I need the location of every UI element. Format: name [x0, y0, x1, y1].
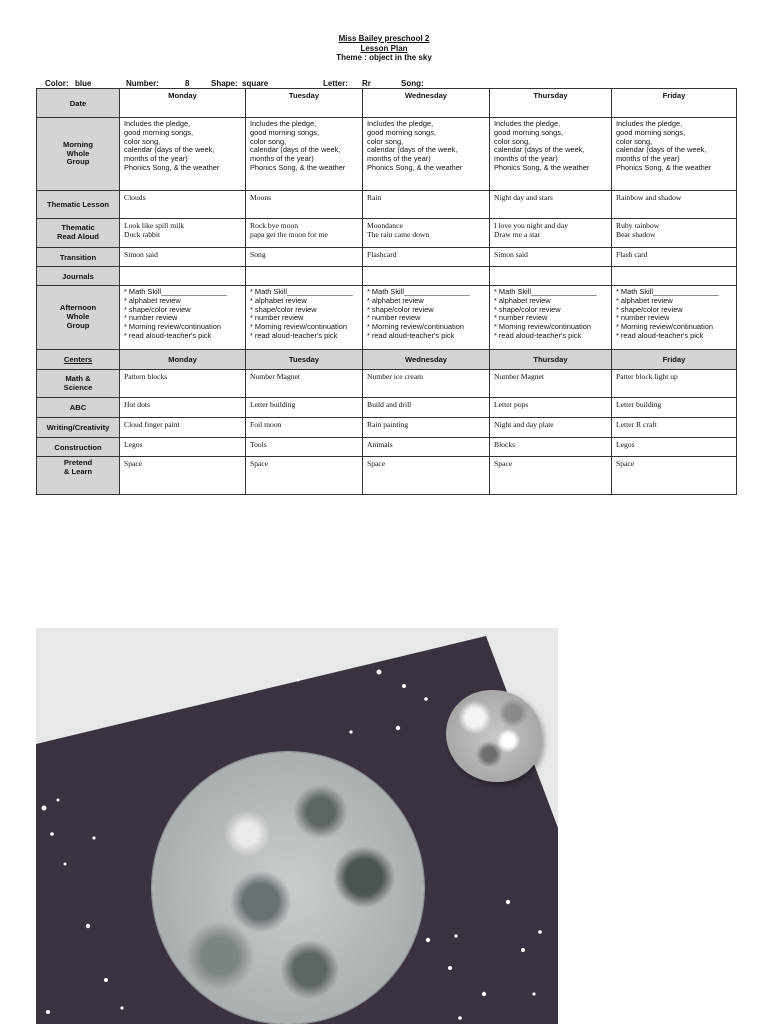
- read-aloud-cell: Moondance The rain came down: [363, 219, 490, 248]
- day-header: Friday: [612, 89, 737, 118]
- pretend-learn-label: Pretend & Learn: [37, 457, 120, 495]
- morning-row: [37, 118, 737, 191]
- painted-moon-circle: [152, 752, 424, 1024]
- transition-label: Transition: [37, 248, 120, 267]
- foil-moon-craft-photo: [36, 628, 558, 1024]
- pretend-learn-cell: Space: [490, 457, 612, 495]
- afternoon-cell: * Math Skill________________ * alphabet review * shape/color review * number review * Morning review/continuation * read aloud-teacher's pick: [363, 286, 490, 350]
- centers-day-header: Wednesday: [363, 350, 490, 370]
- thematic-lesson-row: [37, 191, 737, 219]
- day-header: Tuesday: [246, 89, 363, 118]
- construction-cell: Blocks: [490, 438, 612, 457]
- math-science-label: Math & Science: [37, 370, 120, 398]
- centers-day-header: Tuesday: [246, 350, 363, 370]
- read-aloud-cell: Ruby rainbow Bear shadow: [612, 219, 737, 248]
- writing-cell: Night and day plate: [490, 418, 612, 438]
- centers-header-row: [37, 350, 737, 370]
- math-science-cell: Pattern blocks: [120, 370, 246, 398]
- shape-label: Shape:: [211, 79, 238, 88]
- journals-row: [37, 267, 737, 286]
- abc-cell: Hot dots: [120, 398, 246, 418]
- morning-cell: Includes the pledge, good morning songs, color song, calendar (days of the week, months of the year) Phonics Song, & the weather: [363, 118, 490, 191]
- read-aloud-cell: I love you night and day Draw me a star: [490, 219, 612, 248]
- theme-line: Theme : object in the sky: [336, 53, 432, 62]
- writing-cell: Rain painting: [363, 418, 490, 438]
- writing-label: Writing/Creativity: [37, 418, 120, 438]
- afternoon-cell: * Math Skill________________ * alphabet review * shape/color review * number review * Morning review/continuation * read aloud-teacher's pick: [120, 286, 246, 350]
- pretend-learn-cell: Space: [363, 457, 490, 495]
- journals-label: Journals: [37, 267, 120, 286]
- afternoon-cell: * Math Skill________________ * alphabet review * shape/color review * number review * Morning review/continuation * read aloud-teacher's pick: [612, 286, 737, 350]
- journals-cell: [120, 267, 246, 286]
- morning-cell: Includes the pledge, good morning songs, color song, calendar (days of the week, months of the year) Phonics Song, & the weather: [246, 118, 363, 191]
- journals-cell: [612, 267, 737, 286]
- centers-label: Centers: [37, 350, 120, 370]
- letter-label: Letter:: [323, 79, 348, 88]
- writing-cell: Cloud finger paint: [120, 418, 246, 438]
- day-header: Monday: [120, 89, 246, 118]
- number-label: Number:: [126, 79, 159, 88]
- thematic-lesson-label: Thematic Lesson: [37, 191, 120, 219]
- thematic-lesson-cell: Moons: [246, 191, 363, 219]
- read-aloud-row: [37, 219, 737, 248]
- thematic-lesson-cell: Rain: [363, 191, 490, 219]
- journals-cell: [363, 267, 490, 286]
- morning-cell: Includes the pledge, good morning songs, color song, calendar (days of the week, months of the year) Phonics Song, & the weather: [120, 118, 246, 191]
- transition-cell: Simon said: [120, 248, 246, 267]
- construction-cell: Legos: [120, 438, 246, 457]
- math-science-cell: Number ice cream: [363, 370, 490, 398]
- number-value: 8: [185, 79, 190, 88]
- abc-cell: Letter pops: [490, 398, 612, 418]
- writing-cell: Letter R craft: [612, 418, 737, 438]
- afternoon-row: [37, 286, 737, 350]
- plan-title: Lesson Plan: [360, 43, 408, 53]
- centers-day-header: Monday: [120, 350, 246, 370]
- read-aloud-cell: Rock bye moon papa get the moon for me: [246, 219, 363, 248]
- construction-cell: Legos: [612, 438, 737, 457]
- transition-cell: Flash card: [612, 248, 737, 267]
- foil-ball: [446, 690, 542, 782]
- pretend-learn-cell: Space: [246, 457, 363, 495]
- pretend-learn-cell: Space: [120, 457, 246, 495]
- journals-cell: [246, 267, 363, 286]
- thematic-lesson-cell: Rainbow and shadow: [612, 191, 737, 219]
- thematic-lesson-cell: Night day and stars: [490, 191, 612, 219]
- math-science-cell: Patter block light up: [612, 370, 737, 398]
- transition-row: [37, 248, 737, 267]
- document-header: [0, 34, 768, 63]
- centers-day-header: Friday: [612, 350, 737, 370]
- shape-value: square: [242, 79, 269, 88]
- math-science-cell: Number Magnet: [490, 370, 612, 398]
- abc-label: ABC: [37, 398, 120, 418]
- morning-cell: Includes the pledge, good morning songs, color song, calendar (days of the week, months of the year) Phonics Song, & the weather: [490, 118, 612, 191]
- letter-value: Rr: [362, 79, 371, 88]
- construction-cell: Animals: [363, 438, 490, 457]
- morning-label: Morning Whole Group: [37, 118, 120, 191]
- afternoon-cell: * Math Skill________________ * alphabet review * shape/color review * number review * Morning review/continuation * read aloud-teacher's pick: [246, 286, 363, 350]
- math-science-cell: Number Magnet: [246, 370, 363, 398]
- pretend-learn-cell: Space: [612, 457, 737, 495]
- abc-cell: Build and drill: [363, 398, 490, 418]
- transition-cell: Simon said: [490, 248, 612, 267]
- date-label: Date: [37, 89, 120, 118]
- day-header: Wednesday: [363, 89, 490, 118]
- abc-row: [37, 398, 737, 418]
- date-row: [37, 89, 737, 118]
- transition-cell: Flashcard: [363, 248, 490, 267]
- afternoon-label: Afternoon Whole Group: [37, 286, 120, 350]
- abc-cell: Letter building: [612, 398, 737, 418]
- journals-cell: [490, 267, 612, 286]
- morning-cell: Includes the pledge, good morning songs, color song, calendar (days of the week, months of the year) Phonics Song, & the weather: [612, 118, 737, 191]
- read-aloud-label: Thematic Read Aloud: [37, 219, 120, 248]
- color-label: Color:: [45, 79, 69, 88]
- writing-row: [37, 418, 737, 438]
- construction-label: Construction: [37, 438, 120, 457]
- color-value: blue: [75, 79, 92, 88]
- math-science-row: [37, 370, 737, 398]
- read-aloud-cell: Look like spill milk Duck rabbit: [120, 219, 246, 248]
- lesson-plan-table: [36, 88, 737, 495]
- abc-cell: Letter building: [246, 398, 363, 418]
- thematic-lesson-cell: Clouds: [120, 191, 246, 219]
- pretend-learn-row: [37, 457, 737, 495]
- afternoon-cell: * Math Skill________________ * alphabet review * shape/color review * number review * Morning review/continuation * read aloud-teacher's pick: [490, 286, 612, 350]
- construction-row: [37, 438, 737, 457]
- song-label: Song:: [401, 79, 424, 88]
- centers-day-header: Thursday: [490, 350, 612, 370]
- transition-cell: Song: [246, 248, 363, 267]
- writing-cell: Foil moon: [246, 418, 363, 438]
- school-name: Miss Bailey preschool 2: [338, 34, 430, 43]
- construction-cell: Tools: [246, 438, 363, 457]
- day-header: Thursday: [490, 89, 612, 118]
